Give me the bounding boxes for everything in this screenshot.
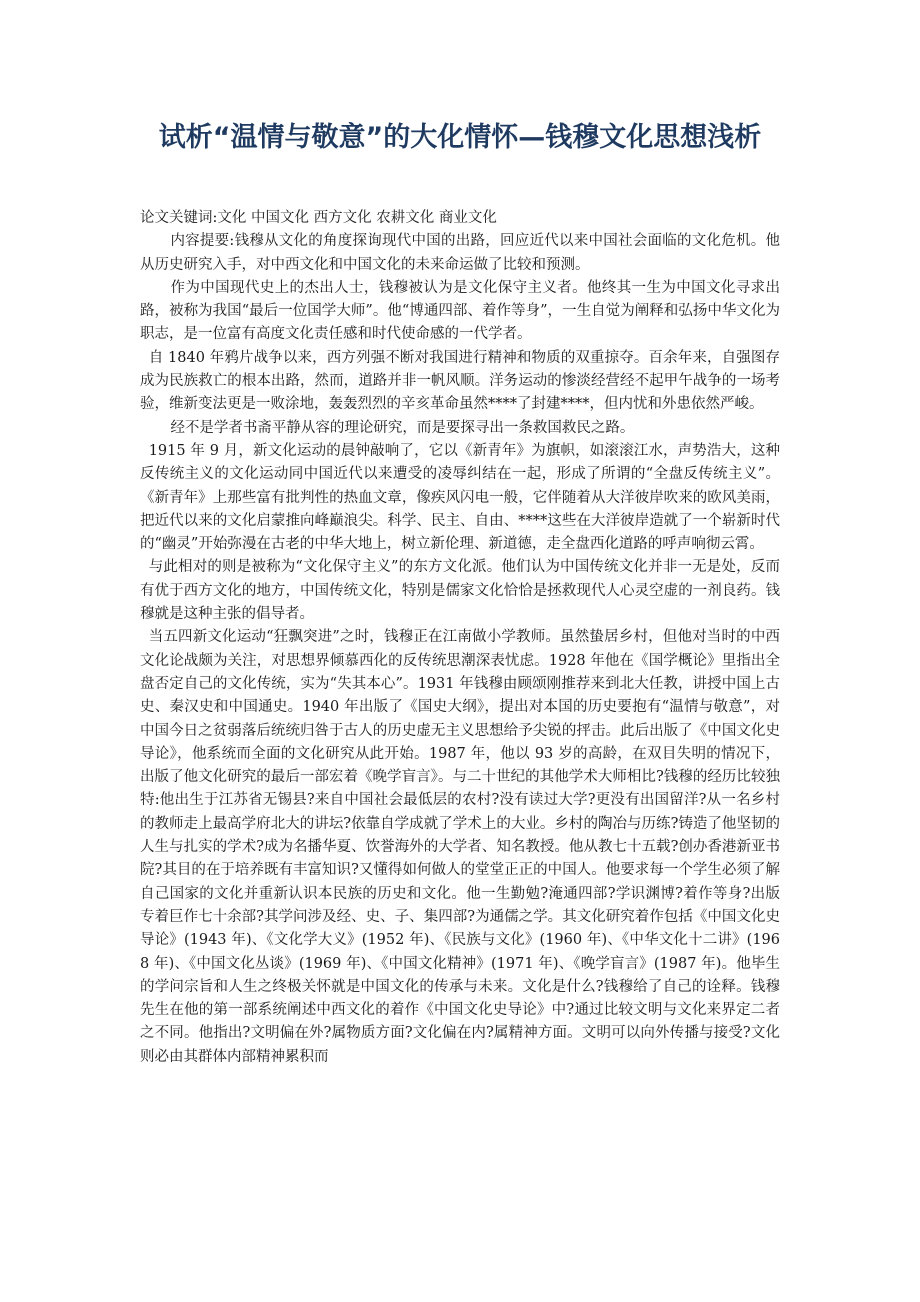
abstract-paragraph: 内容提要:钱穆从文化的角度探询现代中国的出路，回应近代以来中国社会面临的文化危机。他从历史研究入手，对中西文化和中国文化的未来命运做了比较和预测。 — [140, 233, 780, 273]
body-paragraph: 经不是学者书斋平静从容的理论研究，而是要探寻出一条救国救民之路。 — [170, 419, 635, 436]
body-paragraph: 与此相对的则是被称为“文化保守主义”的东方文化派。他们认为中国传统文化并非一无是处，反而有优于西方文化的地方，中国传统文化，特别是儒家文化恰恰是拯救现代人心灵空虚的一剂良药。钱穆就是这种主张的倡导者。 — [140, 559, 780, 623]
document-body — [140, 207, 780, 1069]
body-paragraph: 当五四新文化运动“狂飘突进”之时，钱穆正在江南做小学教师。虽然蛰居乡村，但他对当时的中西文化论战颇为关注，对思想界倾慕西化的反传统思潮深表忧虑。1928 年他在《国学概论》里指出全盘否定自己的文化传统，实为“失其本心”。1931 年钱穆由顾颂刚推荐来到北大任教，讲授中国上古史、秦汉史和中国通史。1940 年出版了《国史大纲》，提出对本国的历史要抱有“温情与敬意”，对中国今日之贫弱落后统统归咎于古人的历史虚无主义思想给予尖锐的抨击。此后出版了《中国文化史导论》，他系统而全面的文化研究从此开始。1987 年，他以 93 岁的高龄，在双目失明的情况下，出版了他文化研究的最后一部宏着《晚学盲言》。与二十世纪的其他学术大师相比?钱穆的经历比较独特:他出生于江苏省无锡县?来自中国社会最低层的农村?没有读过大学?更没有出国留洋?从一名乡村的教师走上最高学府北大的讲坛?依靠自学成就了学术上的大业。乡村的陶冶与历练?铸造了他坚韧的人生与扎实的学术?成为名播华夏、饮誉海外的大学者、知名教授。他从教七十五载?创办香港新亚书院?其目的在于培养既有丰富知识?又懂得如何做人的堂堂正正的中国人。他要求每一个学生必须了解自己国家的文化并重新认识本民族的历史和文化。他一生勤勉?淹通四部?学识渊博?着作等身?出版专着巨作七十余部?其学问涉及经、史、子、集四部?为通儒之学。其文化研究着作包括《中国文化史导论》(1943 年)、《文化学大义》(1952 年)、《民族与文化》(1960 年)、《中华文化十二讲》(1968 年)、《中国文化丛谈》(1969 年)、《中国文化精神》(1971 年)、《晚学盲言》(1987 年)。他毕生的学问宗旨和人生之终极关怀就是中国文化的传承与未来。文化是什么?钱穆给了自己的诠释。钱穆先生在他的第一部系统阐述中西文化的着作《中国文化史导论》中?通过比较文明与文化来界定二者之不同。他指出?文明偏在外?属物质方面?文化偏在内?属精神方面。文明可以向外传播与接受?文化则必由其群体内部精神累积而 — [140, 629, 780, 1065]
keywords-line: 论文关键词:文化 中国文化 西方文化 农耕文化 商业文化 — [140, 210, 497, 226]
body-paragraph: 1915 年 9 月，新文化运动的晨钟敲响了，它以《新青年》为旗帜，如滚滚江水，声势浩大，这种反传统主义的文化运动同中国近代以来遭受的凌辱纠结在一起，形成了所谓的“全盘反传统主义”。《新青年》上那些富有批判性的热血文章，像疾风闪电一般，它伴随着从大洋彼岸吹来的欧风美雨，把近代以来的文化启蒙推向峰巅浪尖。科学、民主、自由、****这些在大洋彼岸造就了一个崭新时代的“幽灵”开始弥漫在古老的中华大地上，树立新伦理、新道德，走全盘西化道路的呼声响彻云霄。 — [140, 442, 780, 553]
document-title: 试析“温情与敬意”的大化情怀—钱穆文化思想浅析 — [158, 122, 762, 153]
body-paragraph: 作为中国现代史上的杰出人士，钱穆被认为是文化保守主义者。他终其一生为中国文化寻求出路，被称为我国“最后一位国学大师”。他“博通四部、着作等身”，一生自觉为阐释和弘扬中华文化为职志，是一位富有高度文化责任感和时代使命感的一代学者。 — [140, 279, 780, 343]
body-paragraph: 自 1840 年鸦片战争以来，西方列强不断对我国进行精神和物质的双重掠夺。百余年来，自强图存成为民族救亡的根本出路，然而，道路并非一帆风顺。洋务运动的惨淡经营经不起甲午战争的一场考验，维新变法更是一败涂地，轰轰烈烈的辛亥革命虽然****了封建****，但内忧和外患依然严峻。 — [140, 349, 780, 413]
